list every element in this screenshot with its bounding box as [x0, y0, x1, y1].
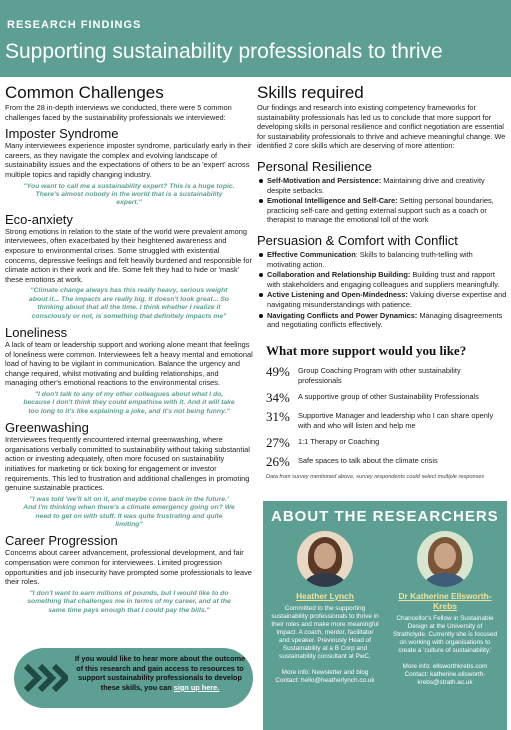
survey-row: [266, 391, 506, 404]
section-heading: Career Progression: [5, 533, 118, 549]
section-heading: Imposter Syndrome: [5, 126, 119, 142]
survey-row: [266, 365, 506, 385]
survey-label: Group Coaching Program with other sustainability professionals: [298, 366, 461, 385]
avatar: [297, 531, 353, 587]
challenges-title: Common Challenges: [5, 83, 164, 102]
survey-percent: 27%: [266, 435, 290, 451]
signup-text: If you would like to hear more about the outcome of this research and gain access to resources to support sustainability professionals to develop these skills, you can sign up here.: [74, 654, 246, 692]
researcher-more-info[interactable]: More info: ellsworthkrebs.com: [402, 663, 488, 670]
researcher-card: [391, 531, 499, 687]
list-item: Self-Motivation and Persistence: Maintaining drive and creativity despite setbacks.: [257, 176, 507, 195]
survey-title: What more support would you like?: [266, 343, 467, 358]
section-body: Many interviewees experience imposter syndrome, particularly early in their careers, as they navigate the complex and evolving landscape of sustainability issues and the expectations of others to be an 'expert' across multiple topics and rapidly changing industry.: [5, 141, 252, 179]
researcher-contact[interactable]: Contact: hello@heatherlynch.co.uk: [275, 677, 375, 684]
chevrons-right-icon: [22, 660, 68, 696]
researcher-contact[interactable]: Contact: katherine.ellsworth-krebs@strath.ac.uk: [404, 671, 486, 686]
list-item: Active Listening and Open-Mindedness: Valuing diverse expertise and navigating misunderstandings with patience.: [257, 290, 507, 309]
section-body: A lack of team or leadership support and working alone meant that feelings of loneliness were common. Interviewees felt a heavy mental and emotional load of having to be vigilant in communication. Balance the urgency and change required, whilst motivating and building relationships, and managing other's emotional reactions to the environmental crises.: [5, 339, 253, 388]
survey-label: Supportive Manager and leadership who I can share openly with and who will listen and help me: [298, 411, 494, 430]
researcher-name[interactable]: Heather Lynch: [296, 591, 354, 601]
list-item: Collaboration and Relationship Building: Building trust and rapport with stakeholders and engaging colleagues and suppliers meaningfully.: [257, 270, 507, 289]
survey-label: A supportive group of other Sustainability Professionals: [298, 392, 479, 402]
list-item: Navigating Conflicts and Power Dynamics: Managing disagreements and negotiating conflicts effectively.: [257, 311, 507, 330]
list-item: Effective Communication: Skills to balancing truth-telling with motivating action.: [257, 250, 507, 269]
section-quote: "I don't talk to any of my other colleagues about what I do, because I don't think they could empathise with it. And it will take too long to it's like explaining a joke, and it's not being funny.": [23, 390, 235, 415]
survey-percent: 31%: [266, 409, 290, 425]
section-body: Strong emotions in relation to the state of the world were prevalent among interviewees, often exacerbated by their heightened awareness and exposure to environmental crises. Some struggled with existential concerns, depressive feelings and felt heavily burdened and responsible for climate action in their work and life. Some felt they had to hide or 'mask' these emotions at work.: [5, 226, 252, 284]
section-body: Interviewees frequently encountered internal greenwashing, where organisations verbally committed to sustainability without taking substantial action or investing adequately, often more focused on sustainability initiatives for marketing or tick boxing for engagement or investor requirements. This led to frustration and additional challenges in promoting genuine sustainable practices.: [5, 435, 250, 493]
header-banner: [0, 0, 511, 77]
section-quote: "I was told 'we'll sit on it, and maybe come back in the future.' And I'm thinking when there's a climate emergency going on? We need to get on with stuff. It was quite frustrating and quite limiting": [23, 495, 235, 528]
survey-percent: 49%: [266, 364, 290, 379]
section-body: Concerns about career advancement, professional development, and fair compensation were common for interviewees. Limited progression opportunities and job insecurity have prompted some professionals to leave their roles.: [5, 548, 252, 587]
researcher-bio: Committed to the supporting sustainability professionals to thrive in their roles and make more meaningful impact. A coach, mentor, facilitator and speaker. Previously Head of Sustainability at a B Corp and sustainability consultant at PwC.: [271, 605, 379, 660]
skills-intro: Our findings and research into existing competency frameworks for sustainability professionals has led us to conclude that more support for developing skills in personal resilience and conflict negotiation are essential for sustainability professionals to thrive and achieve meaningful change. We identified 2 core skills which are deserving of more attention:: [257, 103, 506, 151]
section-quote: "I don't want to earn millions of pounds, but I would like to do something that challenges me in terms of my career, and at the same time pays enough that I could pay the bills.": [27, 589, 231, 614]
researcher-bio: Chancellor's Fellow in Sustainable Design at the University of Strathclyde. Currently she is focused on working with organisations to create a 'culture of sustainability.': [392, 615, 498, 654]
survey-label: 1:1 Therapy or Coaching: [298, 437, 380, 447]
researcher-card: [271, 531, 379, 685]
section-quote: "Climate change always has this really heavy, serious weight about it... The impacts are really big. It doesn't look great... So thinking about that all the time. I think whether I realize it consciously or not, is something that definitely impacts me": [29, 287, 229, 320]
section-heading: Eco-anxiety: [5, 211, 73, 227]
challenges-intro: From the 28 in-depth interviews we conducted, there were 5 common challenges faced by the sustainability professionals we interviewed:: [5, 103, 232, 122]
skills-column: [257, 83, 507, 331]
researchers-panel: [263, 501, 507, 730]
skill-group-heading: Personal Resilience: [257, 158, 372, 174]
signup-link[interactable]: sign up here.: [173, 682, 220, 692]
survey-percent: 26%: [266, 454, 290, 470]
section-quote: "You want to call me a sustainability expert? This is a huge topic. There's almost nobody in the world that is a sustainability expert.": [23, 182, 235, 207]
section-heading: Greenwashing: [5, 420, 89, 436]
support-survey: [266, 343, 506, 480]
page-title: Supporting sustainability professionals to thrive: [5, 40, 443, 63]
survey-row: [266, 455, 506, 468]
researchers-title: ABOUT THE RESEARCHERS: [271, 508, 499, 525]
survey-row: [266, 410, 506, 430]
skill-list: [257, 176, 507, 225]
survey-percent: 34%: [266, 390, 290, 406]
researcher-more-info[interactable]: More info: Newsletter and blog: [281, 669, 369, 676]
eyebrow: RESEARCH FINDINGS: [7, 19, 142, 31]
signup-banner: [14, 648, 253, 708]
researcher-name[interactable]: Dr Katherine Ellsworth-Krebs: [398, 591, 492, 611]
challenges-column: [5, 83, 253, 617]
survey-row: [266, 436, 506, 449]
skills-title: Skills required: [257, 83, 364, 102]
list-item: Emotional Intelligence and Self-Care: Setting personal boundaries, practicing self-care and getting external support such as a coach or therapist to manage the emotional toll of the work: [257, 196, 507, 225]
skill-list: [257, 250, 507, 330]
section-heading: Loneliness: [5, 324, 68, 340]
skill-group-heading: Persuasion & Comfort with Conflict: [257, 232, 458, 248]
avatar: [417, 531, 473, 587]
survey-label: Safe spaces to talk about the climate crisis: [298, 456, 438, 466]
survey-note: Data from survey mentioned above, survey respondents could select multiple responses: [266, 474, 485, 481]
